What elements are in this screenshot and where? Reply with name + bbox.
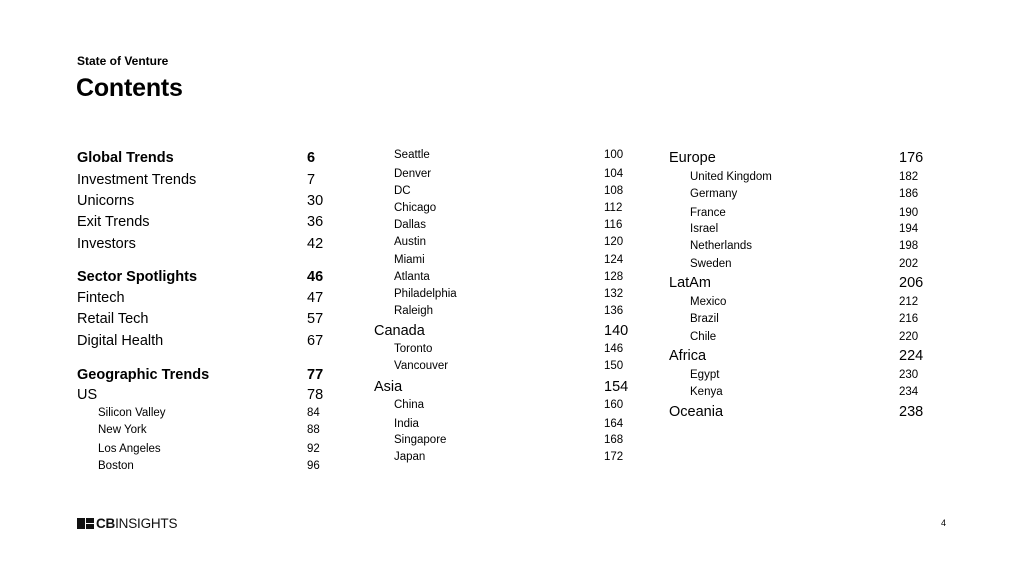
toc-entry-label: Boston	[98, 460, 134, 472]
toc-entry-label: Raleigh	[394, 305, 433, 317]
toc-entry-label: France	[690, 207, 726, 219]
toc-entry-label: Geographic Trends	[77, 367, 210, 383]
toc-entry-page: 57	[307, 311, 324, 327]
toc-entry-page: 140	[604, 323, 629, 339]
toc-entry-label: Singapore	[394, 434, 447, 446]
toc-entry-label: Austin	[394, 236, 426, 248]
toc-entry-label: Europe	[669, 150, 716, 166]
toc-entry-page: 78	[307, 387, 324, 403]
toc-entry-label: Asia	[374, 379, 403, 395]
toc-entry-page: 46	[307, 269, 324, 285]
toc-entry-label: Digital Health	[77, 333, 164, 349]
toc-entry-label: Los Angeles	[98, 443, 161, 455]
toc-entry-page: 128	[604, 271, 624, 283]
toc-entry-page: 206	[899, 275, 924, 291]
toc-entry-label: Israel	[690, 223, 719, 235]
toc-entry-page: 124	[604, 254, 624, 266]
toc-entry-label: Chile	[690, 331, 717, 343]
toc-entry-label: Investors	[77, 236, 136, 252]
toc-entry-label: Germany	[690, 188, 738, 200]
toc-entry-page: 182	[899, 171, 919, 183]
toc-entry-label: Egypt	[690, 369, 720, 381]
toc-entry-label: Unicorns	[77, 193, 135, 209]
toc-entry-label: Global Trends	[77, 150, 174, 166]
logo-text-bold: CB	[96, 516, 116, 531]
toc-entry-page: 224	[899, 348, 924, 364]
toc-entry-page: 84	[307, 407, 320, 419]
toc-entry-page: 136	[604, 305, 624, 317]
toc-entry-label: Philadelphia	[394, 288, 457, 300]
toc-entry-label: Mexico	[690, 296, 727, 308]
toc-entry-page: 67	[307, 333, 324, 349]
toc-entry-page: 172	[604, 451, 624, 463]
toc-entry-page: 104	[604, 168, 624, 180]
toc-entry-label: United Kingdom	[690, 171, 772, 183]
toc-entry-label: Chicago	[394, 202, 437, 214]
toc-entry-page: 132	[604, 288, 624, 300]
toc-entry-page: 186	[899, 188, 919, 200]
cbinsights-mark-icon	[77, 518, 94, 529]
toc-entry-page: 150	[604, 360, 624, 372]
toc-entry-page: 112	[604, 202, 623, 214]
toc-entry-page: 88	[307, 424, 320, 436]
toc-entry-label: Africa	[669, 348, 707, 364]
toc-entry-label: LatAm	[669, 275, 711, 291]
toc-entry-page: 234	[899, 386, 919, 398]
toc-entry-page: 168	[604, 434, 624, 446]
toc-entry-label: Miami	[394, 254, 425, 266]
toc-entry-page: 212	[899, 296, 919, 308]
page-number: 4	[941, 518, 947, 528]
toc-entry-page: 194	[899, 223, 919, 235]
toc-entry-page: 216	[899, 313, 919, 325]
toc-entry-page: 160	[604, 399, 624, 411]
toc-entry-page: 36	[307, 214, 324, 230]
toc-entry-label: Japan	[394, 451, 426, 463]
report-title: State of Venture	[77, 54, 169, 68]
toc-entry-label: Silicon Valley	[98, 407, 166, 419]
toc-entry-page: 47	[307, 290, 324, 306]
toc-entry-page: 220	[899, 331, 919, 343]
toc-entry-page: 7	[307, 172, 316, 188]
toc-entry-page: 108	[604, 185, 624, 197]
toc-entry-page: 238	[899, 404, 924, 420]
toc-entry-label: Canada	[374, 323, 425, 339]
toc-entry-page: 120	[604, 236, 624, 248]
toc-entry-page: 202	[899, 258, 919, 270]
toc-entry-page: 30	[307, 193, 324, 209]
toc-entry-label: US	[77, 387, 98, 403]
toc-entry-label: Kenya	[690, 386, 723, 398]
toc-entry-page: 154	[604, 379, 629, 395]
toc-entry-label: New York	[98, 424, 147, 436]
toc-entry-label: Netherlands	[690, 240, 753, 252]
toc-entry-label: Sweden	[690, 258, 732, 270]
toc-entry-label: Exit Trends	[77, 214, 150, 230]
toc-entry-label: Denver	[394, 168, 432, 180]
toc-entry-page: 198	[899, 240, 919, 252]
logo-text: INSIGHTS	[115, 516, 178, 531]
toc-entry-page: 6	[307, 150, 316, 166]
toc-entry-page: 176	[899, 150, 924, 166]
toc-entry-page: 96	[307, 460, 320, 472]
toc-entry-page: 42	[307, 236, 324, 252]
toc-entry-page: 230	[899, 369, 919, 381]
toc-entry-label: Oceania	[669, 404, 724, 420]
toc-entry-page: 146	[604, 343, 624, 355]
toc-entry-label: Investment Trends	[77, 172, 197, 188]
toc-entry-label: Toronto	[394, 343, 433, 355]
toc-entry-page: 100	[604, 149, 624, 161]
page-title: Contents	[76, 74, 183, 102]
cbinsights-logo	[77, 516, 177, 531]
toc-entry-label: China	[394, 399, 425, 411]
toc-entry-page: 116	[604, 219, 623, 231]
toc-entry-label: India	[394, 418, 419, 430]
toc-entry-label: Atlanta	[394, 271, 430, 283]
toc-entry-page: 92	[307, 443, 320, 455]
toc-entry-label: Seattle	[394, 149, 430, 161]
toc-entry-label: Retail Tech	[77, 311, 149, 327]
toc-entry-page: 190	[899, 207, 919, 219]
toc-entry-page: 77	[307, 367, 324, 383]
toc-entry-label: Fintech	[77, 290, 125, 306]
toc-entry-label: Brazil	[690, 313, 719, 325]
toc-entry-label: DC	[394, 185, 411, 197]
toc-entry-label: Dallas	[394, 219, 426, 231]
toc-entry-label: Vancouver	[394, 360, 449, 372]
toc-entry-page: 164	[604, 418, 624, 430]
toc-entry-label: Sector Spotlights	[77, 269, 198, 285]
